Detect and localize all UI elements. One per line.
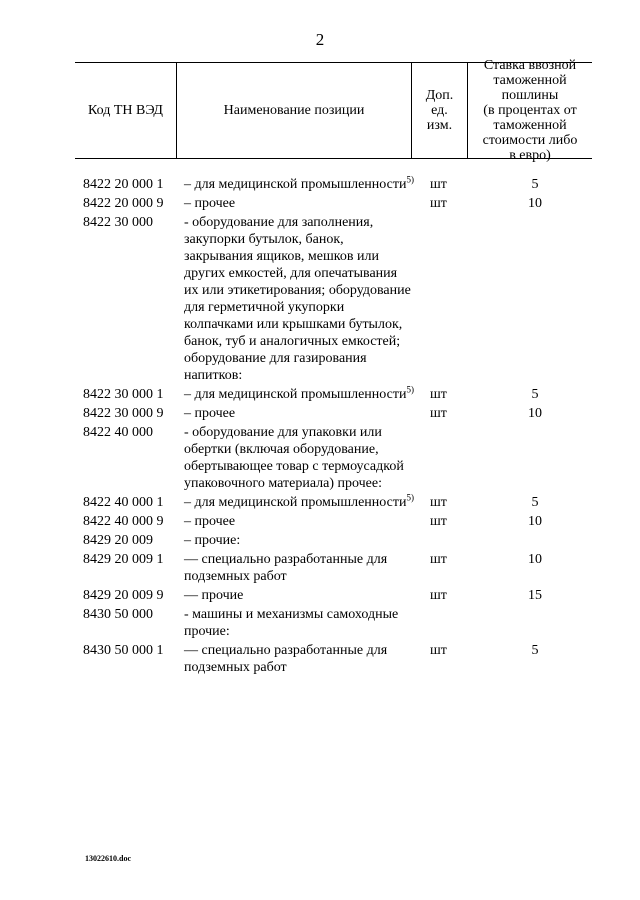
table-row: [0, 176, 640, 193]
footnote-marker: 5): [406, 492, 414, 503]
footnote-marker: 5): [406, 174, 414, 185]
row-code: 8422 30 000 9: [83, 406, 164, 421]
header-unit-line: изм.: [426, 117, 453, 133]
row-code: 8430 50 000: [83, 607, 153, 622]
row-unit: шт: [430, 406, 447, 421]
row-code: 8430 50 000 1: [83, 643, 164, 658]
row-unit: шт: [430, 177, 447, 192]
table-row: [0, 551, 640, 585]
row-name: – прочие:: [184, 533, 241, 548]
row-name: — прочие: [184, 588, 244, 603]
row-rate: 15: [528, 588, 542, 603]
header-rate-line: таможенной: [493, 117, 567, 133]
row-code: 8422 30 000 1: [83, 387, 164, 402]
header-rate: [468, 57, 592, 163]
row-name: - оборудование для заполнения, закупорки бутылок, банок, закрывания ящиков, мешков или других емкостей, для опечатывания их или этикетирования; оборудование для герметичной укупорки колпачками или крышками бутылок, банок, туб и аналогичных емкостей; оборудование для газирования напитков:: [184, 215, 411, 383]
header-rate-line: таможенной: [493, 72, 567, 88]
header-code-label: Код ТН ВЭД: [88, 102, 163, 118]
row-code: 8422 30 000: [83, 215, 153, 230]
header-rate-line: в евро): [509, 147, 551, 163]
row-code: 8429 20 009 9: [83, 588, 164, 603]
row-name: – прочее: [184, 514, 236, 529]
row-name: – для медицинской промышленности$^{5)}$: [184, 492, 414, 510]
table-row: [0, 195, 640, 212]
row-name: - машины и механизмы самоходные прочие:: [184, 607, 399, 639]
row-unit: шт: [430, 552, 447, 567]
header-rate-line: пошлины: [501, 87, 559, 103]
table-row: [0, 386, 640, 403]
table-row: [0, 587, 640, 604]
row-unit: шт: [430, 514, 447, 529]
header-unit-line: Доп.: [425, 87, 454, 103]
row-code: 8422 20 000 1: [83, 177, 164, 192]
header-name-label: Наименование позиции: [223, 102, 365, 118]
header-code: [75, 62, 176, 158]
table-row: [0, 532, 640, 549]
row-rate: 5: [531, 643, 539, 658]
row-name: – прочее: [184, 406, 236, 421]
row-name: — специально разработанные для подземных работ: [184, 643, 388, 675]
table-row: [0, 606, 640, 640]
row-unit: шт: [430, 196, 447, 211]
header-unit-line: ед.: [431, 102, 448, 118]
table-row: [0, 513, 640, 530]
header-unit: [412, 62, 467, 158]
table-row: [0, 642, 640, 676]
header-rate-line: (в процентах от: [483, 102, 577, 118]
row-code: 8429 20 009: [83, 533, 153, 548]
row-code: 8422 40 000: [83, 425, 153, 440]
page-number: 2: [315, 30, 325, 49]
row-name: — специально разработанные для подземных работ: [184, 552, 388, 584]
row-rate: 10: [528, 514, 542, 529]
row-unit: шт: [430, 643, 447, 658]
row-code: 8422 40 000 9: [83, 514, 164, 529]
table-row: [0, 214, 640, 384]
row-rate: 10: [528, 196, 542, 211]
document-filename: 13022610.doc: [85, 854, 131, 863]
tariff-table-body: [0, 176, 640, 678]
table-row: [0, 494, 640, 511]
header-rate-line: Ставка ввозной: [483, 57, 577, 73]
row-unit: шт: [430, 495, 447, 510]
row-name: – для медицинской промышленности$^{5)}$: [184, 384, 414, 402]
row-name: - оборудование для упаковки или обертки (включая оборудование, обертывающее товар с термоусадкой упаковочного материала) прочее:: [184, 425, 404, 491]
footnote-marker: 5): [406, 384, 414, 395]
row-code: 8422 20 000 9: [83, 196, 164, 211]
row-name: – прочее: [184, 196, 236, 211]
row-unit: шт: [430, 387, 447, 402]
table-row: [0, 405, 640, 422]
row-unit: шт: [430, 588, 447, 603]
row-name: – для медицинской промышленности$^{5)}$: [184, 174, 414, 192]
row-rate: 5: [531, 495, 539, 510]
row-code: 8422 40 000 1: [83, 495, 164, 510]
table-row: [0, 424, 640, 492]
header-name: [177, 62, 411, 158]
row-rate: 10: [528, 406, 542, 421]
row-rate: 5: [531, 177, 539, 192]
row-rate: 10: [528, 552, 542, 567]
header-rate-line: стоимости либо: [482, 132, 578, 148]
row-code: 8429 20 009 1: [83, 552, 164, 567]
row-rate: 5: [531, 387, 539, 402]
